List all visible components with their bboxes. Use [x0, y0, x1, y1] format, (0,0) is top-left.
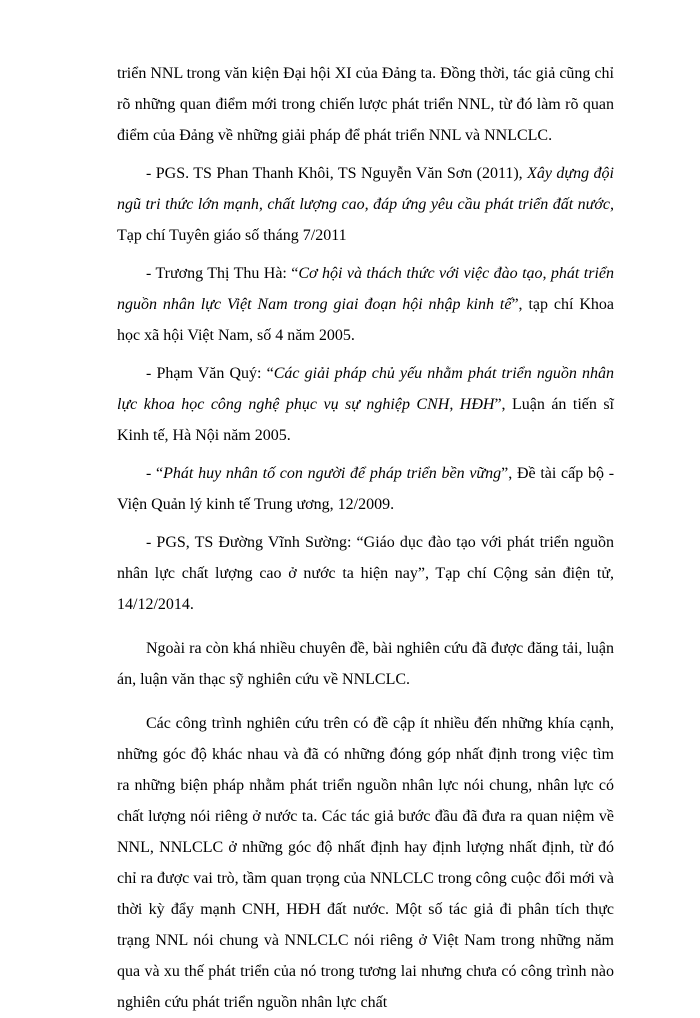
reference-item-4 — [117, 458, 614, 520]
reference-authors: - Phạm Văn Quý: “ — [146, 365, 274, 382]
text-run: Các công trình nghiên cứu trên có đề cập ít nhiều đến những khía cạnh, những góc độ khác nhau và đã có những đóng góp nhất định trong việc tìm ra những biện pháp nhằm phát triển nguồn nhân lực nói chung, nhân lực có chất lượng nói riêng ở nước ta. Các tác giả bước đầu đã đưa ra quan niệm về NNL, NNLCLC ở những góc độ nhất định hay định lượng nhất định, từ đó chỉ ra được vai trò, tầm quan trọng của NNLCLC trong công cuộc đổi mới và thời kỳ đẩy mạnh CNH, HĐH đất nước. Một số tác giả đi phân tích thực trạng NNL nói chung và NNLCLC nói riêng ở Việt Nam trong những năm qua và xu thế phát triển của nó trong tương lai nhưng chưa có công trình nào nghiên cứu phát triển nguồn nhân lực chất — [117, 715, 614, 1011]
reference-prefix: - “ — [146, 465, 164, 482]
reference-title: Các giải pháp chủ yếu nhằm phát triển nguồn nhân lực khoa học công nghệ phục vụ sự nghiệp CNH, HĐH — [117, 365, 615, 413]
reference-title: Xây dựng đội ngũ tri thức lớn mạnh, chất lượng cao, đáp ứng yêu cầu phát triển đất nước, — [117, 165, 614, 213]
reference-source: ”, Đề tài cấp bộ - Viện Quản lý kinh tế Trung ương, 12/2009. — [117, 465, 615, 513]
paragraph-summary — [117, 633, 614, 695]
reference-item-3 — [117, 358, 614, 451]
text-run: Ngoài ra còn khá nhiều chuyên đề, bài nghiên cứu đã được đăng tải, luận án, luận văn thạc sỹ nghiên cứu về NNLCLC. — [117, 640, 614, 688]
paragraph-analysis — [117, 708, 614, 1018]
reference-item-1 — [117, 158, 614, 251]
text-run: triển NNL trong văn kiện Đại hội XI của Đảng ta. Đồng thời, tác giả cũng chỉ rõ những quan điểm mới trong chiến lược phát triển NNL, từ đó làm rõ quan điểm của Đảng về những giải pháp để phát triển NNL và NNLCLC. — [117, 65, 614, 144]
reference-source: Tạp chí Tuyên giáo số tháng 7/2011 — [117, 227, 347, 244]
reference-source: ”, tạp chí Khoa học xã hội Việt Nam, số 4 năm 2005. — [117, 296, 614, 344]
document-body — [117, 58, 614, 1018]
text-run: - PGS, TS Đường Vĩnh Sường: “Giáo dục đào tạo với phát triển nguồn nhân lực chất lượng cao ở nước ta hiện nay”, Tạp chí Cộng sản điện tử, 14/12/2014. — [117, 534, 614, 613]
reference-title: Cơ hội và thách thức với việc đào tạo, phát triển nguồn nhân lực Việt Nam trong giai đoạn hội nhập kinh tế — [117, 265, 614, 313]
paragraph-1 — [117, 58, 614, 151]
reference-item-2 — [117, 258, 614, 351]
reference-authors: - PGS. TS Phan Thanh Khôi, TS Nguyễn Văn Sơn (2011), — [146, 165, 528, 182]
reference-title: Phát huy nhân tố con người để pháp triển bền vững — [163, 465, 502, 482]
reference-item-5 — [117, 527, 614, 620]
reference-authors: - Trương Thị Thu Hà: “ — [146, 265, 299, 282]
reference-source: ”, Luận án tiến sĩ Kinh tế, Hà Nội năm 2005. — [117, 396, 614, 444]
